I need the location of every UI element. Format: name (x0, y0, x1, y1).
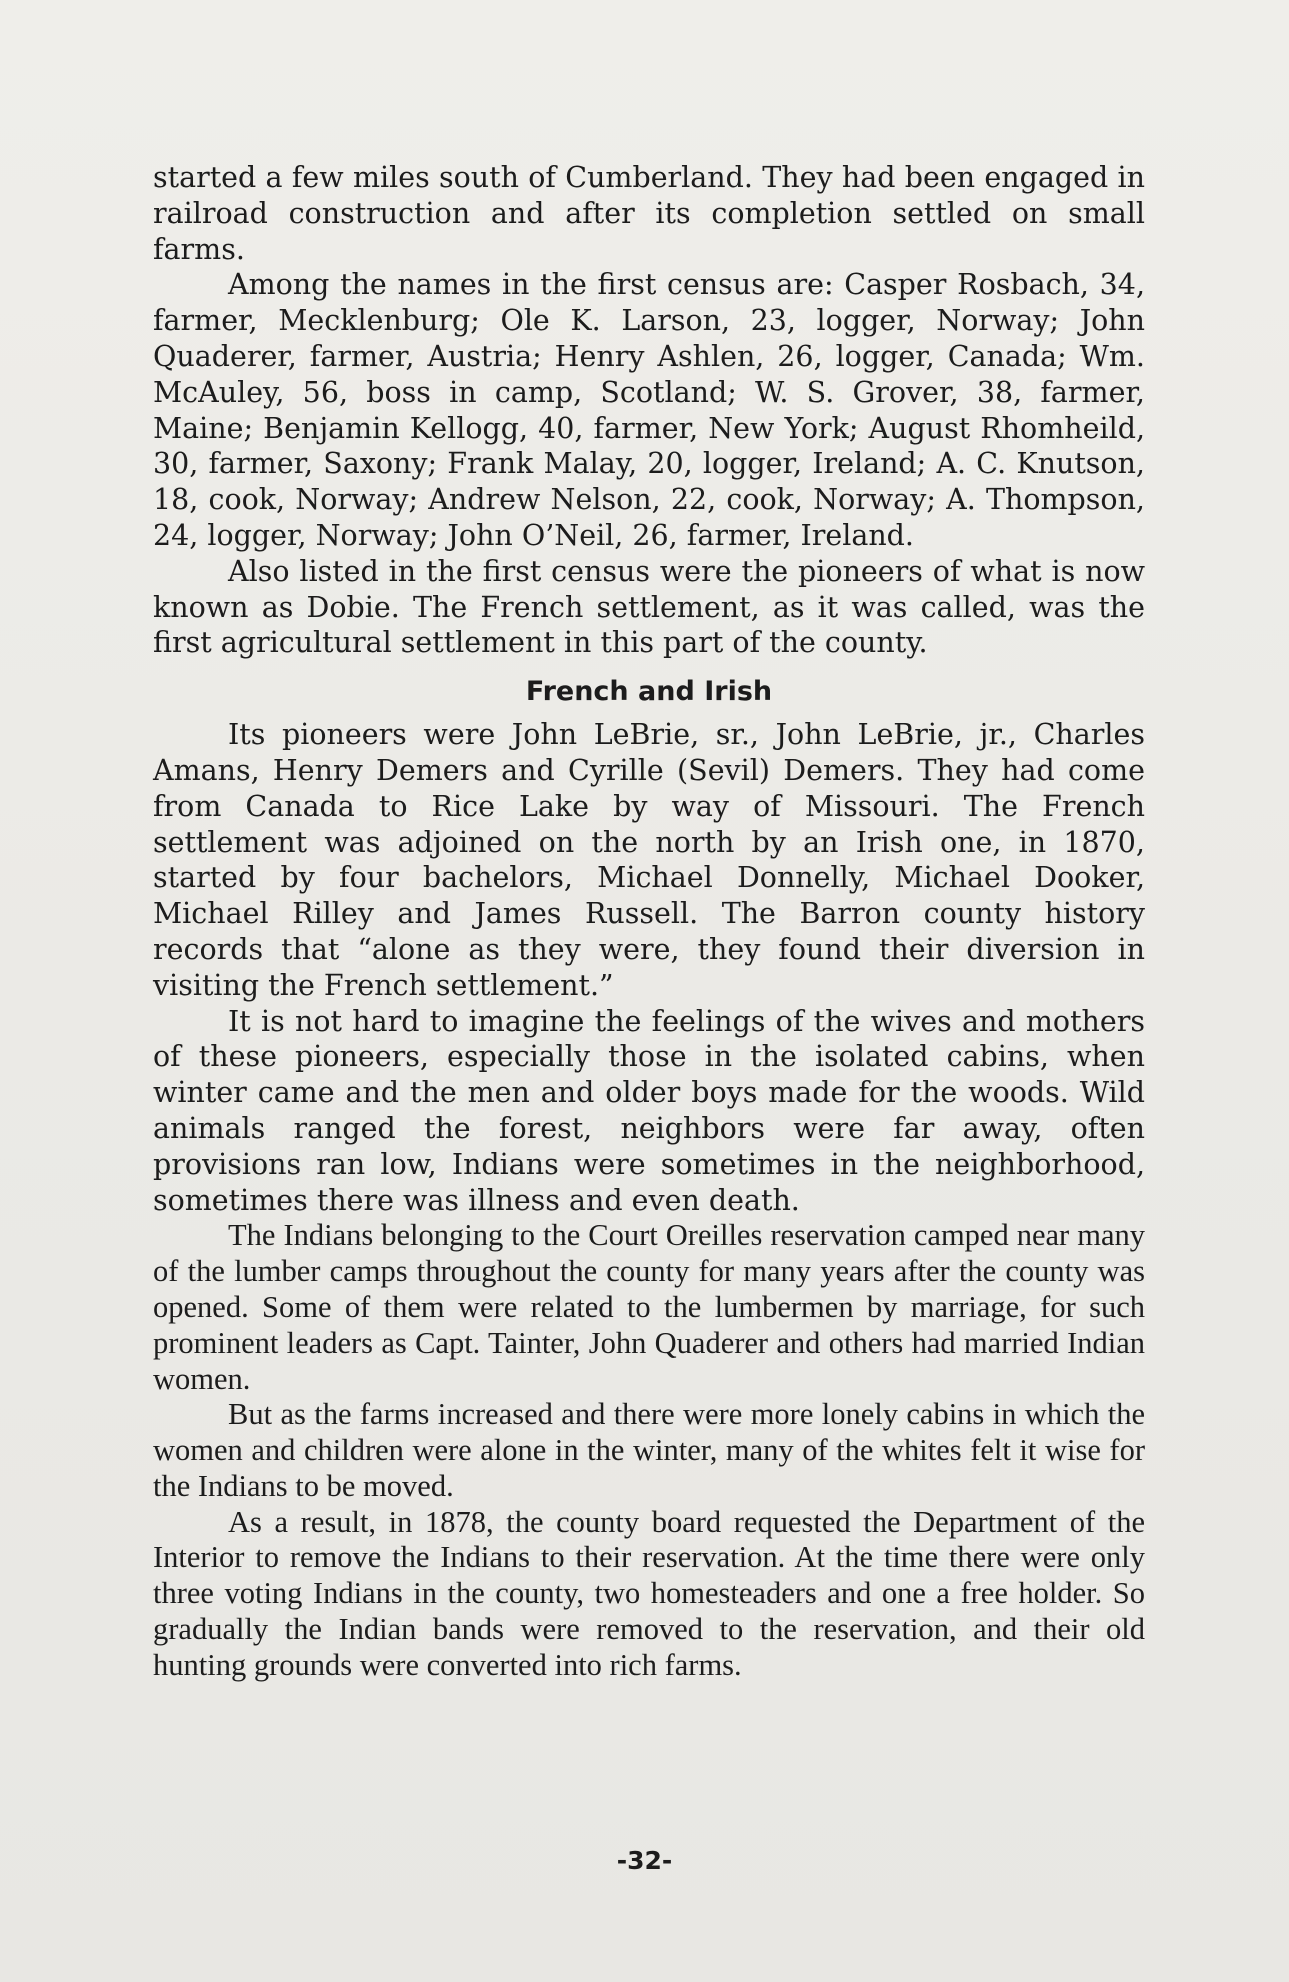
paragraph-county-board: As a result, in 1878, the county board requested the Department of the Interior to remove the Indians to their reservation. At the time there were only three voting Indians in the county, two homesteaders and one a free holder. So gradually the Indian bands were removed to the reservation, and their old hunting grounds were converted into rich farms. (153, 1504, 1145, 1682)
paragraph-indians-camps: The Indians belonging to the Court Oreilles reservation camped near many of the lumber camps throughout the county for many years after the county was opened. Some of them were related to the lumbermen by marriage, for such prominent leaders as Capt. Tainter, John Quaderer and others had married Indian women. (153, 1218, 1145, 1396)
paragraph-census-names: Among the names in the first census are: Casper Rosbach, 34, farmer, Mecklenburg; Ole K. Larson, 23, logger, Norway; John Quaderer, farmer, Austria; Henry Ashlen, 26, logger, Canada; Wm. McAuley, 56, boss in camp, Scotland; W. S. Grover, 38, farmer, Maine; Benjamin Kellogg, 40, farmer, New York; August Rhomheild, 30, farmer, Saxony; Frank Malay, 20, logger, Ireland; A. C. Knutson, 18, cook, Norway; Andrew Nelson, 22, cook, Norway; A. Thompson, 24, logger, Norway; John O’Neil, 26, farmer, Ireland. (153, 268, 1145, 552)
paragraph-farms-increased: But as the farms increased and there were more lonely cabins in which the women and children were alone in the winter, many of the whites felt it wise for the Indians to be moved. (153, 1397, 1145, 1503)
paragraph-wives-mothers: It is not hard to imagine the feelings of the wives and mothers of these pioneers, especially those in the isolated cabins, when winter came and the men and older boys made for the woods. Wild animals ranged the forest, neighbors were far away, often provisions ran low, Indians were sometimes in the neighborhood, sometimes there was illness and even death. (153, 1004, 1145, 1217)
paragraph-continuation: started a few miles south of Cumberland. They had been engaged in railroad construction and after its completion settled on small farms. (153, 161, 1145, 266)
paragraph-dobie: Also listed in the first census were the pioneers of what is now known as Dobie. The French settlement, as it was called, was the first agricultural settlement in this part of the county. (153, 554, 1145, 660)
section-heading: French and Irish (525, 676, 773, 708)
page-number: -32- (616, 1846, 673, 1875)
body-text (153, 160, 1145, 1684)
paragraph-pioneers: Its pioneers were John LeBrie, sr., John LeBrie, jr., Charles Amans, Henry Demers and Cyrille (Sevil) Demers. They had come from Canada to Rice Lake by way of Missouri. The French settlement was adjoined on the north by an Irish one, in 1870, started by four bachelors, Michael Donnelly, Michael Dooker, Michael Rilley and James Russell. The Barron county history records that “alone as they were, they found their diversion in visiting the French settlement.” (153, 718, 1145, 1002)
